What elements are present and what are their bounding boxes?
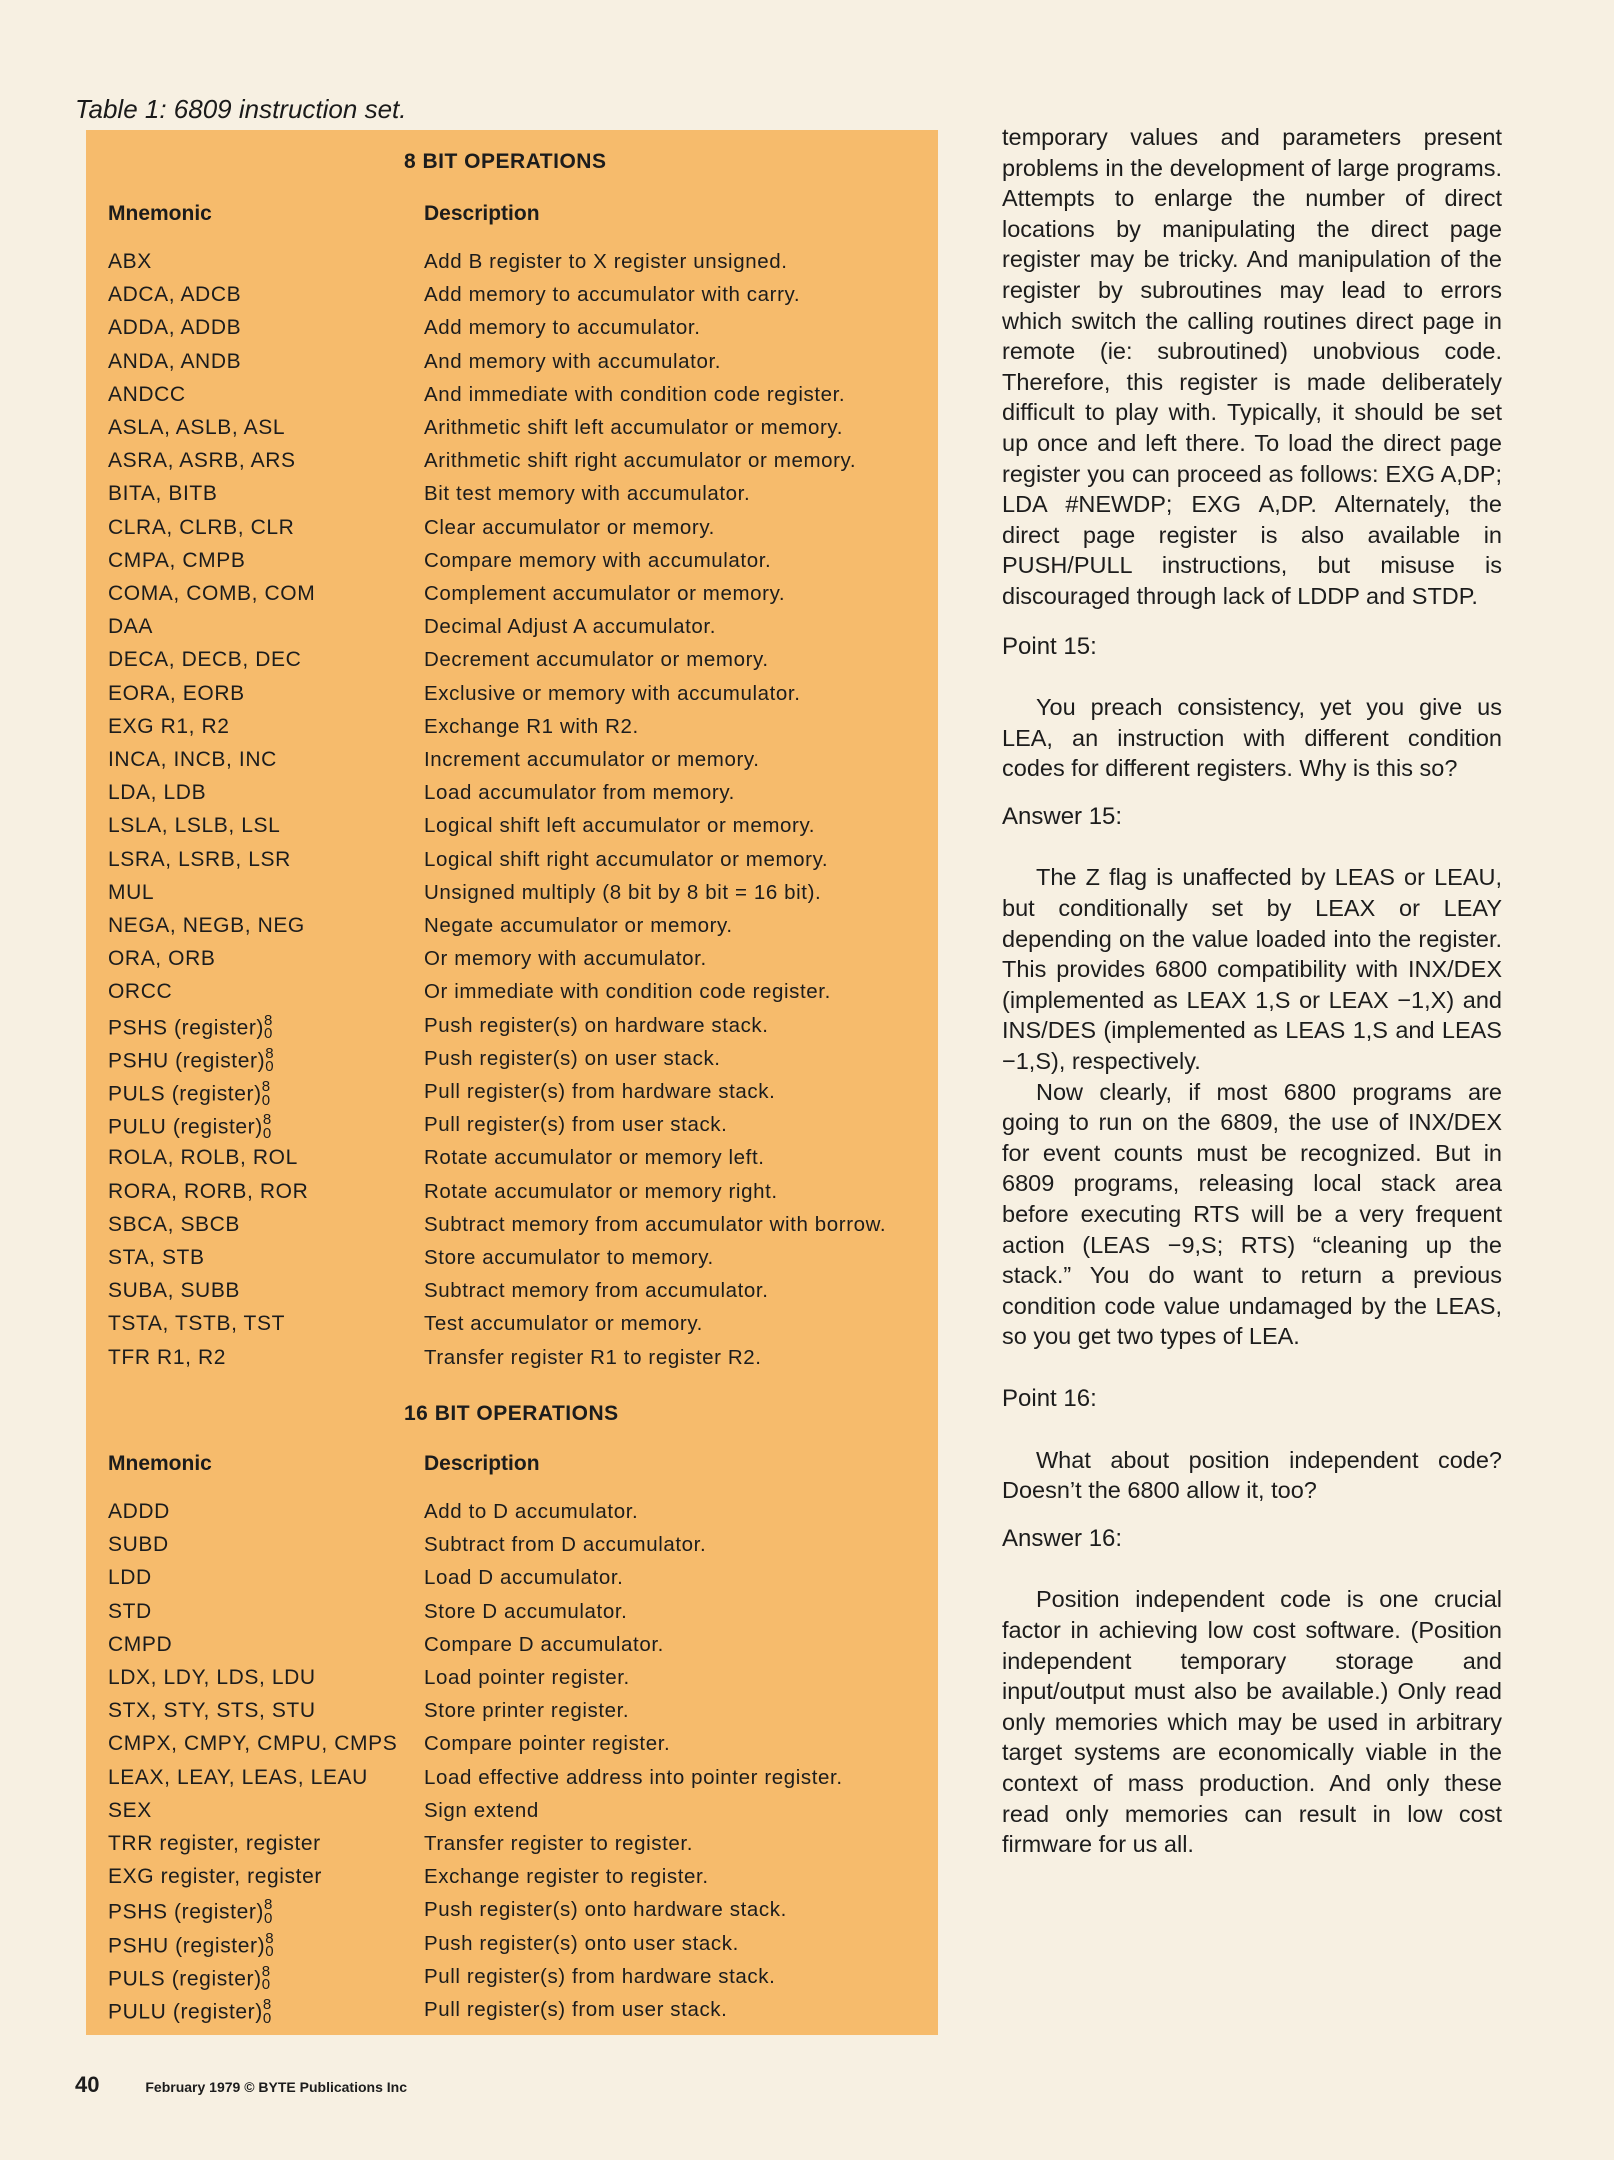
table-row-mnemonic: SUBA, SUBB	[108, 1279, 241, 1303]
page-number: 40	[75, 2072, 100, 2097]
table-row-description: Subtract from D accumulator.	[424, 1533, 707, 1557]
superscript-mark: 8 0	[262, 1996, 272, 2027]
section-title-8bit: 8 BIT OPERATIONS	[404, 150, 607, 173]
paragraph: You preach consistency, yet you give us LEA, an instruction with different condition codes for different registers. Why is this so?	[1002, 694, 1502, 782]
table-row-description: Pull register(s) from user stack.	[424, 1998, 728, 2021]
table-row-mnemonic: PULS (register) 8 0	[108, 1078, 271, 1109]
table-row-mnemonic: SEX	[108, 1798, 152, 1822]
table-row-mnemonic: CMPD	[108, 1632, 173, 1656]
table-row-mnemonic: CMPX, CMPY, CMPU, CMPS	[108, 1732, 398, 1756]
table-row-description: Logical shift right accumulator or memory.	[424, 847, 829, 871]
table-row-mnemonic: ANDCC	[108, 382, 186, 406]
superscript-mark: 8 0	[262, 1111, 272, 1142]
table-row-description: Push register(s) onto hardware stack.	[424, 1898, 787, 1922]
table-row-mnemonic: ADCA, ADCB	[108, 283, 242, 307]
table-row-description: Subtract memory from accumulator.	[424, 1279, 769, 1303]
table-row-mnemonic: STX, STY, STS, STU	[108, 1699, 316, 1723]
table-caption: Table 1: 6809 instruction set.	[75, 94, 407, 124]
table-row-description: And immediate with condition code register.	[424, 382, 846, 406]
table-row-description: Increment accumulator or memory.	[424, 748, 760, 771]
table-row-description: Push register(s) onto user stack.	[424, 1931, 739, 1955]
table-row-description: Store accumulator to memory.	[424, 1246, 714, 1269]
table-row-mnemonic: EXG register, register	[108, 1865, 322, 1889]
table-row-mnemonic: PSHS (register) 8 0	[108, 1896, 273, 1927]
table-row-mnemonic: TFR R1, R2	[108, 1345, 227, 1369]
table-row-mnemonic: STD	[108, 1599, 152, 1623]
table-row-mnemonic: PSHU (register) 8 0	[108, 1044, 275, 1076]
table-row-mnemonic: STA, STB	[108, 1246, 205, 1269]
table-row-mnemonic: DECA, DECB, DEC	[108, 648, 302, 672]
table-row-mnemonic: LDD	[108, 1566, 152, 1590]
description-header: Description	[424, 202, 540, 225]
superscript-mark: 8 0	[261, 1078, 271, 1109]
superscript-mark: 8 0	[264, 1896, 273, 1927]
paragraph: Position independent code is one crucial factor in achieving low cost software. (Position independent temporary storage and input/output must also be available.) Only read only memories which may be used in arbitrary target systems are economically viable in the context of mass production. And only these read only memories can result in low cost firmware for us all.	[1002, 1586, 1502, 1858]
table-row-mnemonic: PSHU (register) 8 0	[108, 1929, 275, 1961]
table-row-mnemonic: CLRA, CLRB, CLR	[108, 515, 295, 539]
table-row-mnemonic: CMPA, CMPB	[108, 548, 246, 572]
table-row-description: Clear accumulator or memory.	[424, 515, 715, 539]
table-row-description: Load D accumulator.	[424, 1566, 624, 1590]
superscript-mark: 8 0	[265, 1044, 275, 1076]
table-row-description: Arithmetic shift left accumulator or memory.	[424, 416, 844, 439]
table-row-mnemonic: BITA, BITB	[108, 482, 218, 506]
section-title-16bit: 16 BIT OPERATIONS	[404, 1402, 619, 1425]
table-row-description: Pull register(s) from hardware stack.	[424, 1080, 776, 1103]
paragraph: Now clearly, if most 6800 programs are going to run on the 6809, the use of INX/DEX for event counts must be recognized. But in 6809 programs, releasing local stack area before executing RTS will be a very frequent action (LEAS −9,S; RTS) “cleaning up the stack.” You do want to return a previous condition code value undamaged by the LEAS, so you get two types of LEA.	[1002, 1078, 1502, 1350]
table-row-mnemonic: ADDA, ADDB	[108, 316, 242, 340]
footer-credit: February 1979 © BYTE Publications Inc	[145, 2079, 407, 2095]
paragraph: What about position independent code? Doesn’t the 6800 allow it, too?	[1002, 1446, 1502, 1504]
table-row-mnemonic: INCA, INCB, INC	[108, 748, 277, 771]
table-row-description: Negate accumulator or memory.	[424, 914, 733, 937]
table-row-mnemonic: LEAX, LEAY, LEAS, LEAU	[108, 1765, 368, 1789]
table-row-mnemonic: ANDA, ANDB	[108, 349, 242, 373]
mnemonic-header: Mnemonic	[108, 202, 212, 225]
table-row-mnemonic: LSLA, LSLB, LSL	[108, 814, 281, 838]
table-row-mnemonic: TRR register, register	[108, 1832, 321, 1855]
table-row-description: Add memory to accumulator.	[424, 316, 701, 340]
table-row-description: Add memory to accumulator with carry.	[424, 283, 801, 307]
table-row-description: Subtract memory from accumulator with borrow.	[424, 1212, 887, 1236]
page-footer	[75, 2072, 407, 2098]
superscript-mark: 8 0	[265, 1929, 275, 1961]
table-row-description: And memory with accumulator.	[424, 349, 722, 373]
table-row-description: Sign extend	[424, 1798, 539, 1822]
table-row-description: Push register(s) on hardware stack.	[424, 1013, 769, 1037]
table-row-description: Rotate accumulator or memory right.	[424, 1179, 778, 1203]
table-row-description: Test accumulator or memory.	[424, 1312, 703, 1336]
table-row-mnemonic: LDX, LDY, LDS, LDU	[108, 1666, 316, 1689]
table-row-mnemonic: PULU (register) 8 0	[108, 1996, 272, 2027]
table-row-description: Rotate accumulator or memory left.	[424, 1146, 765, 1170]
table-row-description: Exclusive or memory with accumulator.	[424, 681, 801, 705]
superscript-mark: 8 0	[261, 1962, 271, 1994]
table-row-description: Or immediate with condition code register.	[424, 980, 831, 1004]
table-row-mnemonic: ABX	[108, 250, 152, 273]
table-row-description: Load pointer register.	[424, 1666, 630, 1689]
table-row-description: Compare D accumulator.	[424, 1632, 664, 1656]
table-row-mnemonic: SBCA, SBCB	[108, 1212, 241, 1236]
table-row-mnemonic: LDA, LDB	[108, 781, 207, 805]
table-row-description: Store D accumulator.	[424, 1599, 628, 1623]
table-row-description: Unsigned multiply (8 bit by 8 bit = 16 bit).	[424, 880, 822, 904]
table-row-description: Transfer register to register.	[424, 1832, 694, 1855]
instruction-table	[86, 130, 938, 2035]
table-row-mnemonic: ASRA, ASRB, ARS	[108, 449, 296, 473]
table-row-description: Add B register to X register unsigned.	[424, 250, 788, 273]
table-row-description: Decrement accumulator or memory.	[424, 648, 769, 672]
table-row-mnemonic: MUL	[108, 880, 155, 904]
table-row-description: Load accumulator from memory.	[424, 781, 735, 805]
superscript-mark: 8 0	[264, 1011, 273, 1043]
mnemonic-header: Mnemonic	[108, 1452, 212, 1475]
table-row-description: Exchange R1 with R2.	[424, 714, 639, 738]
table-row-mnemonic: TSTA, TSTB, TST	[108, 1312, 286, 1336]
paragraph: The Z flag is unaffected by LEAS or LEAU, but conditionally set by LEAX or LEAY depending on the value loaded into the register. This provides 6800 compatibility with INX/DEX (implemented as LEAX 1,S or LEAX −1,X) and INS/DES (implemented as LEAS 1,S and LEAS −1,S), respectively.	[1002, 864, 1502, 1075]
table-row-description: Exchange register to register.	[424, 1865, 709, 1889]
table-row-mnemonic: RORA, RORB, ROR	[108, 1179, 309, 1203]
heading-point-15: Point 15:	[1002, 632, 1097, 660]
article-column	[1002, 122, 1502, 1860]
table-row-description: Or memory with accumulator.	[424, 947, 707, 971]
description-header: Description	[424, 1452, 540, 1475]
heading-answer-15: Answer 15:	[1002, 802, 1123, 830]
table-row-mnemonic: ORA, ORB	[108, 947, 216, 971]
table-row-description: Decimal Adjust A accumulator.	[424, 615, 717, 639]
table-row-description: Arithmetic shift right accumulator or memory.	[424, 449, 857, 473]
table-row-description: Complement accumulator or memory.	[424, 582, 786, 605]
table-row-description: Transfer register R1 to register R2.	[424, 1345, 762, 1369]
table-row-description: Store printer register.	[424, 1699, 630, 1723]
table-row-description: Load effective address into pointer register.	[424, 1765, 843, 1789]
table-row-mnemonic: COMA, COMB, COM	[108, 582, 316, 605]
table-row-description: Compare pointer register.	[424, 1732, 671, 1756]
table-row-mnemonic: ORCC	[108, 980, 173, 1004]
heading-point-16: Point 16:	[1002, 1384, 1097, 1412]
table-row-description: Bit test memory with accumulator.	[424, 482, 751, 506]
table-row-mnemonic: ROLA, ROLB, ROL	[108, 1146, 298, 1170]
heading-answer-16: Answer 16:	[1002, 1524, 1123, 1552]
table-row-mnemonic: SUBD	[108, 1533, 169, 1557]
table-row-description: Pull register(s) from user stack.	[424, 1113, 728, 1137]
table-row-mnemonic: PULU (register) 8 0	[108, 1111, 272, 1142]
table-row-mnemonic: LSRA, LSRB, LSR	[108, 847, 291, 871]
table-row-description: Pull register(s) from hardware stack.	[424, 1964, 776, 1988]
table-row-mnemonic: NEGA, NEGB, NEG	[108, 914, 305, 937]
table-row-mnemonic: PSHS (register) 8 0	[108, 1011, 273, 1043]
table-row-description: Compare memory with accumulator.	[424, 548, 772, 572]
table-row-mnemonic: EXG R1, R2	[108, 714, 230, 738]
table-row-description: Add to D accumulator.	[424, 1500, 639, 1523]
table-row-description: Logical shift left accumulator or memory.	[424, 814, 816, 838]
table-row-mnemonic: ADDD	[108, 1500, 170, 1523]
table-row-mnemonic: PULS (register) 8 0	[108, 1962, 271, 1994]
table-row-mnemonic: DAA	[108, 615, 153, 639]
table-row-mnemonic: EORA, EORB	[108, 681, 245, 705]
table-row-description: Push register(s) on user stack.	[424, 1046, 721, 1070]
paragraph: temporary values and parameters present problems in the development of large programs. Attempts to enlarge the number of direct locations by manipulating the direct page register may be tricky. And manipulation of the register by subroutines may lead to errors which switch the calling routines direct page in remote (ie: subroutined) unobvious code. Therefore, this register is made deliberately difficult to play with. Typically, it should be set up once and left there. To load the direct page register you can proceed as follows: EXG A,DP; LDA #NEWDP; EXG A,DP. Alternately, the direct page register is also available in PUSH/PULL instructions, but misuse is discouraged through lack of LDDP and STDP.	[1002, 124, 1502, 609]
table-row-mnemonic: ASLA, ASLB, ASL	[108, 416, 286, 439]
